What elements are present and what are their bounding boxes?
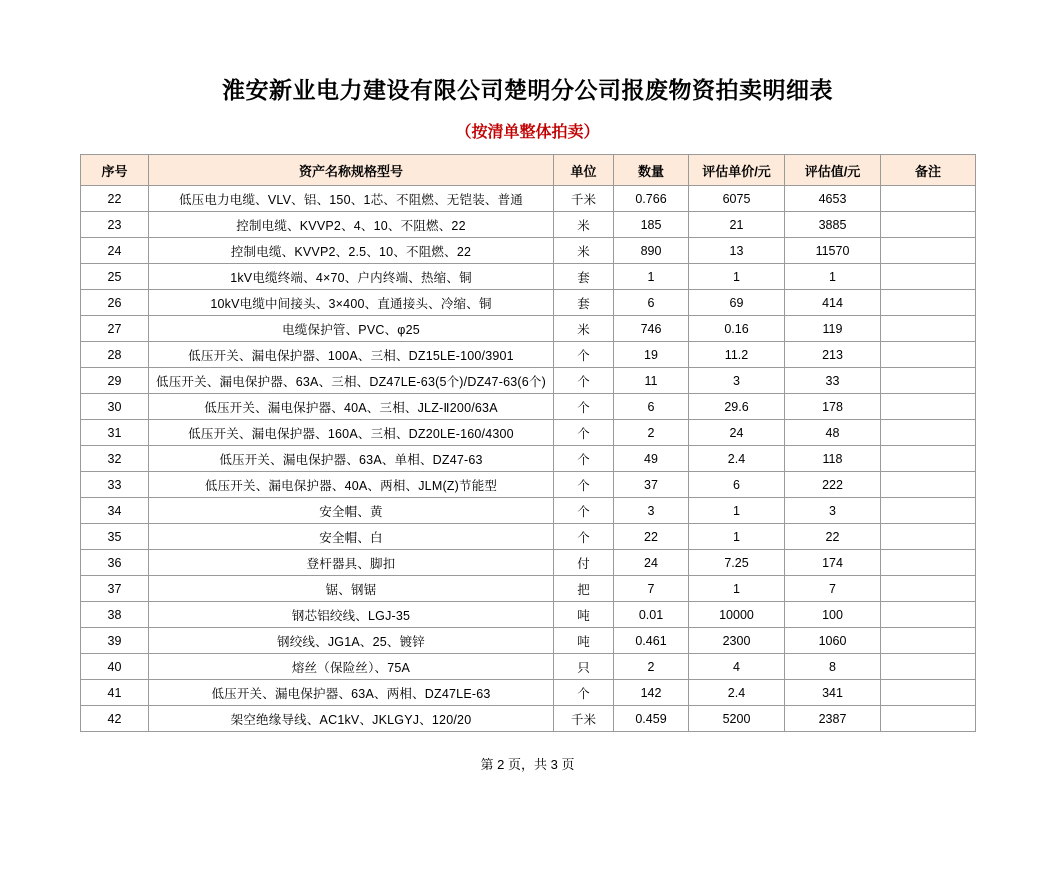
cell-no: 23 [81, 212, 149, 238]
cell-value: 119 [785, 316, 881, 342]
cell-quantity: 185 [614, 212, 689, 238]
cell-unit-price: 13 [689, 238, 785, 264]
cell-name: 低压开关、漏电保护器、63A、三相、DZ47LE-63(5个)/DZ47-63(6个) [149, 368, 554, 394]
cell-unit-price: 5200 [689, 706, 785, 732]
cell-value: 3 [785, 498, 881, 524]
cell-unit: 个 [554, 420, 614, 446]
cell-quantity: 746 [614, 316, 689, 342]
cell-value: 8 [785, 654, 881, 680]
page-footer: 第 2 页，共 3 页 [480, 757, 575, 772]
cell-no: 34 [81, 498, 149, 524]
cell-quantity: 6 [614, 290, 689, 316]
table-row [81, 498, 976, 524]
cell-quantity: 6 [614, 394, 689, 420]
cell-no: 26 [81, 290, 149, 316]
cell-name: 安全帽、白 [149, 524, 554, 550]
cell-unit: 个 [554, 498, 614, 524]
cell-no: 38 [81, 602, 149, 628]
cell-name: 1kV电缆终端、4×70、户内终端、热缩、铜 [149, 264, 554, 290]
cell-unit: 千米 [554, 706, 614, 732]
table-row [81, 680, 976, 706]
cell-unit-price: 6 [689, 472, 785, 498]
table-header [81, 155, 976, 186]
cell-remark [881, 264, 976, 290]
cell-name: 低压开关、漏电保护器、40A、两相、JLM(Z)节能型 [149, 472, 554, 498]
cell-quantity: 24 [614, 550, 689, 576]
cell-value: 33 [785, 368, 881, 394]
cell-value: 3885 [785, 212, 881, 238]
table-row [81, 238, 976, 264]
cell-unit-price: 4 [689, 654, 785, 680]
cell-no: 29 [81, 368, 149, 394]
cell-name: 登杆器具、脚扣 [149, 550, 554, 576]
cell-unit: 个 [554, 524, 614, 550]
cell-remark [881, 368, 976, 394]
cell-value: 22 [785, 524, 881, 550]
cell-name: 钢芯铝绞线、LGJ-35 [149, 602, 554, 628]
cell-quantity: 890 [614, 238, 689, 264]
page-subtitle: （按清单整体拍卖） [455, 124, 600, 141]
table-row [81, 212, 976, 238]
cell-name: 控制电缆、KVVP2、4、10、不阻燃、22 [149, 212, 554, 238]
table-header-row [81, 155, 976, 186]
table-row [81, 706, 976, 732]
table-row [81, 368, 976, 394]
cell-quantity: 3 [614, 498, 689, 524]
column-header-name: 资产名称规格型号 [149, 155, 554, 186]
cell-unit: 个 [554, 368, 614, 394]
cell-no: 30 [81, 394, 149, 420]
table-row [81, 472, 976, 498]
cell-value: 174 [785, 550, 881, 576]
cell-no: 25 [81, 264, 149, 290]
cell-remark [881, 446, 976, 472]
cell-unit-price: 1 [689, 524, 785, 550]
cell-name: 低压开关、漏电保护器、160A、三相、DZ20LE-160/4300 [149, 420, 554, 446]
cell-value: 213 [785, 342, 881, 368]
cell-remark [881, 290, 976, 316]
cell-unit: 千米 [554, 186, 614, 212]
cell-no: 28 [81, 342, 149, 368]
table-row [81, 654, 976, 680]
cell-remark [881, 472, 976, 498]
cell-unit-price: 21 [689, 212, 785, 238]
table-row [81, 186, 976, 212]
cell-remark [881, 212, 976, 238]
cell-unit-price: 0.16 [689, 316, 785, 342]
cell-value: 4653 [785, 186, 881, 212]
cell-unit-price: 11.2 [689, 342, 785, 368]
cell-no: 42 [81, 706, 149, 732]
cell-unit-price: 2.4 [689, 446, 785, 472]
cell-no: 36 [81, 550, 149, 576]
cell-value: 222 [785, 472, 881, 498]
cell-unit-price: 1 [689, 264, 785, 290]
table-row [81, 420, 976, 446]
cell-name: 电缆保护管、PVC、φ25 [149, 316, 554, 342]
cell-no: 39 [81, 628, 149, 654]
cell-unit: 米 [554, 212, 614, 238]
document-page [0, 72, 1055, 891]
cell-name: 10kV电缆中间接头、3×400、直通接头、冷缩、铜 [149, 290, 554, 316]
cell-value: 341 [785, 680, 881, 706]
column-header-no: 序号 [81, 155, 149, 186]
cell-unit-price: 1 [689, 498, 785, 524]
cell-remark [881, 550, 976, 576]
table-row [81, 316, 976, 342]
cell-remark [881, 524, 976, 550]
table-row [81, 550, 976, 576]
table-row [81, 290, 976, 316]
cell-no: 31 [81, 420, 149, 446]
cell-name: 安全帽、黄 [149, 498, 554, 524]
column-header-remark: 备注 [881, 155, 976, 186]
cell-remark [881, 394, 976, 420]
cell-quantity: 0.461 [614, 628, 689, 654]
cell-quantity: 7 [614, 576, 689, 602]
cell-quantity: 11 [614, 368, 689, 394]
cell-name: 控制电缆、KVVP2、2.5、10、不阻燃、22 [149, 238, 554, 264]
cell-value: 7 [785, 576, 881, 602]
table-row [81, 446, 976, 472]
cell-remark [881, 238, 976, 264]
column-header-unit: 单位 [554, 155, 614, 186]
cell-quantity: 49 [614, 446, 689, 472]
cell-remark [881, 654, 976, 680]
cell-quantity: 0.459 [614, 706, 689, 732]
cell-value: 1060 [785, 628, 881, 654]
cell-remark [881, 602, 976, 628]
table-body [81, 186, 976, 732]
cell-value: 100 [785, 602, 881, 628]
cell-no: 35 [81, 524, 149, 550]
cell-name: 低压开关、漏电保护器、63A、两相、DZ47LE-63 [149, 680, 554, 706]
cell-value: 11570 [785, 238, 881, 264]
cell-unit: 个 [554, 446, 614, 472]
cell-remark [881, 316, 976, 342]
cell-value: 414 [785, 290, 881, 316]
cell-remark [881, 420, 976, 446]
cell-quantity: 2 [614, 654, 689, 680]
cell-no: 37 [81, 576, 149, 602]
column-header-value: 评估值/元 [785, 155, 881, 186]
cell-quantity: 0.01 [614, 602, 689, 628]
cell-remark [881, 680, 976, 706]
cell-name: 低压开关、漏电保护器、63A、单相、DZ47-63 [149, 446, 554, 472]
cell-quantity: 0.766 [614, 186, 689, 212]
cell-value: 1 [785, 264, 881, 290]
table-row [81, 524, 976, 550]
cell-unit: 米 [554, 238, 614, 264]
cell-remark [881, 186, 976, 212]
asset-list-table [80, 154, 976, 732]
cell-quantity: 142 [614, 680, 689, 706]
cell-no: 41 [81, 680, 149, 706]
table-row [81, 264, 976, 290]
cell-unit: 把 [554, 576, 614, 602]
table-row [81, 628, 976, 654]
cell-remark [881, 706, 976, 732]
cell-quantity: 2 [614, 420, 689, 446]
cell-no: 32 [81, 446, 149, 472]
cell-name: 锯、钢锯 [149, 576, 554, 602]
cell-unit-price: 2.4 [689, 680, 785, 706]
table-row [81, 342, 976, 368]
cell-remark [881, 576, 976, 602]
cell-name: 熔丝（保险丝）、75A [149, 654, 554, 680]
cell-remark [881, 628, 976, 654]
cell-unit-price: 6075 [689, 186, 785, 212]
cell-unit-price: 1 [689, 576, 785, 602]
cell-unit-price: 24 [689, 420, 785, 446]
cell-name: 低压开关、漏电保护器、40A、三相、JLZ-Ⅱ200/63A [149, 394, 554, 420]
cell-name: 钢绞线、JG1A、25、镀锌 [149, 628, 554, 654]
cell-unit: 只 [554, 654, 614, 680]
cell-no: 40 [81, 654, 149, 680]
table-row [81, 394, 976, 420]
cell-unit: 套 [554, 290, 614, 316]
cell-name: 低压电力电缆、VLV、铝、150、1芯、不阻燃、无铠装、普通 [149, 186, 554, 212]
table-row [81, 602, 976, 628]
cell-remark [881, 342, 976, 368]
cell-no: 22 [81, 186, 149, 212]
cell-unit: 吨 [554, 602, 614, 628]
cell-unit: 吨 [554, 628, 614, 654]
cell-unit-price: 29.6 [689, 394, 785, 420]
cell-no: 24 [81, 238, 149, 264]
cell-value: 118 [785, 446, 881, 472]
cell-unit: 付 [554, 550, 614, 576]
cell-quantity: 22 [614, 524, 689, 550]
cell-quantity: 1 [614, 264, 689, 290]
cell-unit: 个 [554, 680, 614, 706]
cell-no: 27 [81, 316, 149, 342]
column-header-quantity: 数量 [614, 155, 689, 186]
cell-unit-price: 7.25 [689, 550, 785, 576]
cell-unit: 个 [554, 472, 614, 498]
page-title: 淮安新业电力建设有限公司楚明分公司报废物资拍卖明细表 [222, 77, 833, 103]
cell-name: 架空绝缘导线、AC1kV、JKLGYJ、120/20 [149, 706, 554, 732]
cell-unit-price: 2300 [689, 628, 785, 654]
table-row [81, 576, 976, 602]
cell-value: 2387 [785, 706, 881, 732]
cell-unit: 套 [554, 264, 614, 290]
cell-unit-price: 69 [689, 290, 785, 316]
cell-quantity: 37 [614, 472, 689, 498]
cell-no: 33 [81, 472, 149, 498]
cell-value: 48 [785, 420, 881, 446]
cell-remark [881, 498, 976, 524]
cell-unit: 个 [554, 394, 614, 420]
cell-unit: 个 [554, 342, 614, 368]
cell-value: 178 [785, 394, 881, 420]
cell-unit: 米 [554, 316, 614, 342]
cell-unit-price: 3 [689, 368, 785, 394]
cell-quantity: 19 [614, 342, 689, 368]
cell-unit-price: 10000 [689, 602, 785, 628]
cell-name: 低压开关、漏电保护器、100A、三相、DZ15LE-100/3901 [149, 342, 554, 368]
column-header-unit-price: 评估单价/元 [689, 155, 785, 186]
